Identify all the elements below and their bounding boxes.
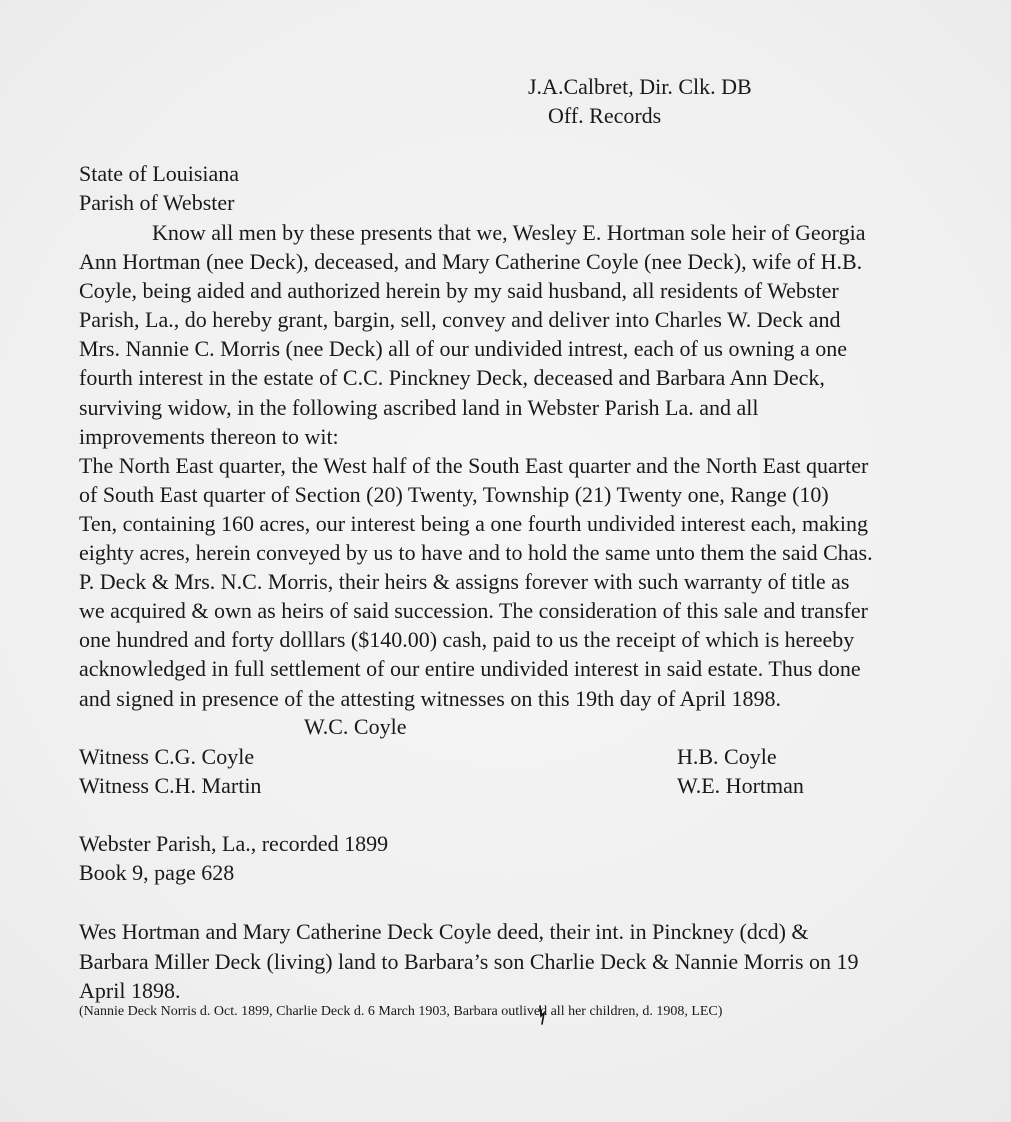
deed-line: Ann Hortman (nee Deck), deceased, and Mary Catherine Coyle (nee Deck), wife of H.B. [79,249,863,275]
deed-line: and signed in presence of the attesting witnesses on this 19th day of April 1898. [79,685,782,711]
deed-line: improvements thereon to wit: [79,423,339,449]
deed-line: eighty acres, herein conveyed by us to have and to hold the same unto them the said Chas. [79,540,873,566]
recording-place: Webster Parish, La., recorded 1899 [79,831,389,856]
summary-line: Wes Hortman and Mary Catherine Deck Coyle deed, their int. in Pinckney (dcd) & [79,919,809,944]
deed-line: surviving widow, in the following ascribed land in Webster Parish La. and all [79,394,759,420]
deed-line: P. Deck & Mrs. N.C. Morris, their heirs & assigns forever with such warranty of title as [79,569,850,595]
summary-paragraph [79,917,979,1006]
ink-mark-icon [538,1004,546,1026]
witness-ch-martin: Witness C.H. Martin [79,773,262,798]
deed-line: The North East quarter, the West half of the South East quarter and the North East quarter [79,452,869,478]
deed-line: acknowledged in full settlement of our entire undivided interest in said estate. Thus done [79,656,861,682]
deed-line: Mrs. Nannie C. Morris (nee Deck) all of our undivided intrest, each of us owning a one [79,336,847,362]
deed-line: of South East quarter of Section (20) Twenty, Township (21) Twenty one, Range (10) [79,481,829,507]
deed-line: Know all men by these presents that we, Wesley E. Hortman sole heir of Georgia [152,220,866,245]
deed-line: we acquired & own as heirs of said succession. The consideration of this sale and transfer [79,598,868,624]
deed-line: fourth interest in the estate of C.C. Pinckney Deck, deceased and Barbara Ann Deck, [79,365,825,391]
signature-hb-coyle: H.B. Coyle [677,744,777,769]
header-office: Off. Records [548,103,662,128]
signature-we-hortman: W.E. Hortman [677,773,804,798]
witness-cg-coyle: Witness C.G. Coyle [79,744,255,769]
deed-body [79,218,979,713]
recording-book-page: Book 9, page 628 [79,860,235,885]
parish-heading: Parish of Webster [79,190,235,215]
footnote: (Nannie Deck Norris d. Oct. 1899, Charlie Deck d. 6 March 1903, Barbara outlived all her children, d. 1908, LEC) [79,1004,723,1019]
deed-line: Ten, containing 160 acres, our interest being a one fourth undivided interest each, making [79,510,868,536]
deed-line: Parish, La., do hereby grant, bargin, sell, convey and deliver into Charles W. Deck and [79,307,841,333]
deed-line: Coyle, being aided and authorized herein by my said husband, all residents of Webster [79,278,839,304]
state-heading: State of Louisiana [79,161,240,186]
deed-line: one hundred and forty dolllars ($140.00) cash, paid to us the receipt of which is hereeby [79,627,855,653]
signature-wc-coyle: W.C. Coyle [304,714,407,739]
header-clerk: J.A.Calbret, Dir. Clk. DB [528,74,752,99]
summary-line: April 1898. [79,978,181,1003]
summary-line: Barbara Miller Deck (living) land to Barbara’s son Charlie Deck & Nannie Morris on 19 [79,948,859,974]
